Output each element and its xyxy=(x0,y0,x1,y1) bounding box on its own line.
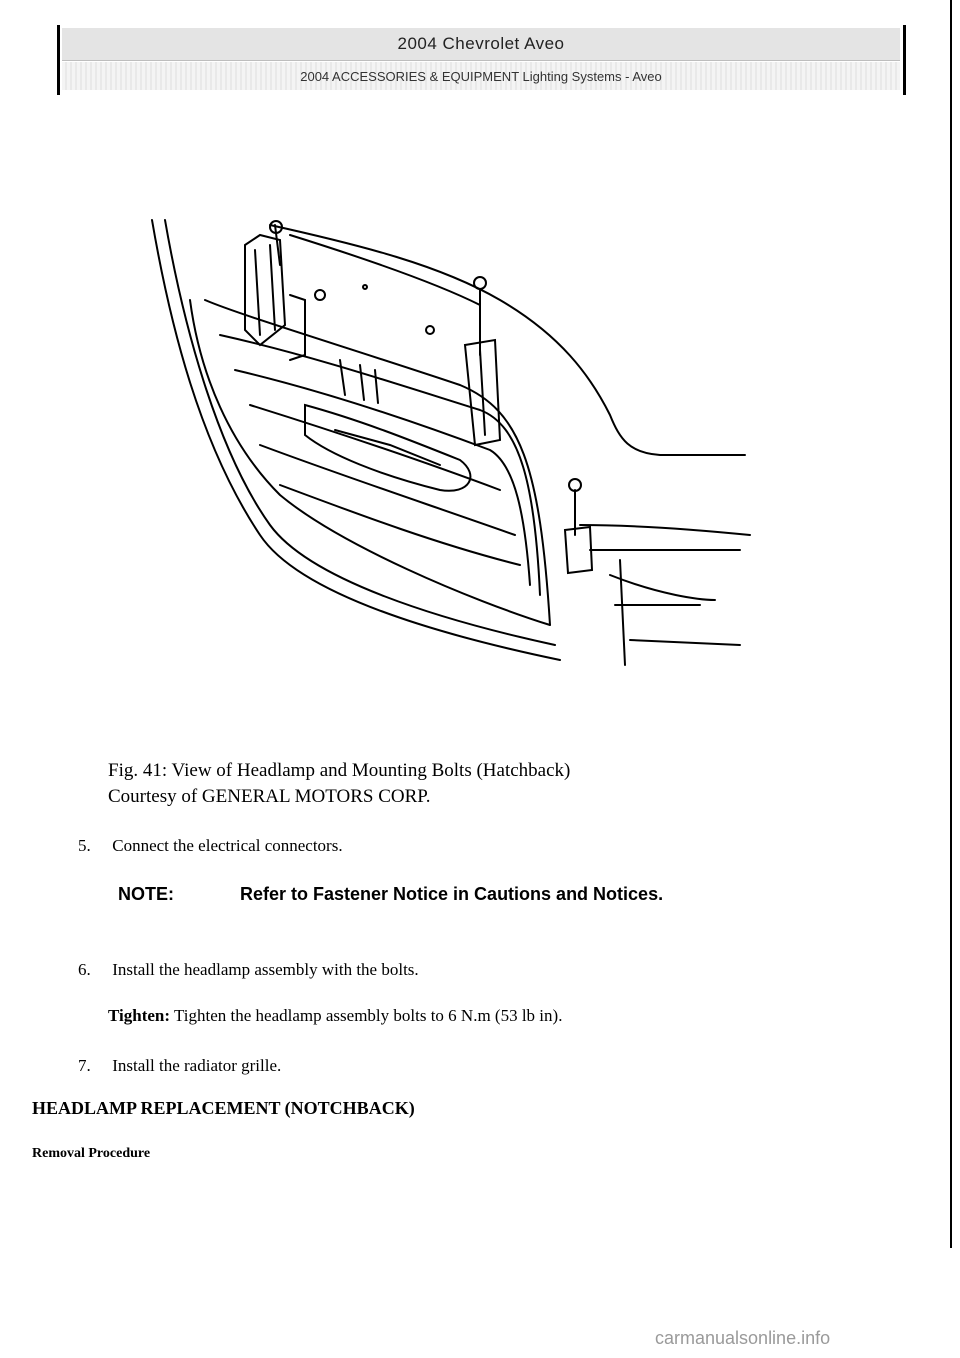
figure-caption-credit: Courtesy of GENERAL MOTORS CORP. xyxy=(108,786,431,807)
document-title: 2004 Chevrolet Aveo xyxy=(397,34,565,53)
note-text: Refer to Fastener Notice in Cautions and Notices. xyxy=(240,884,664,904)
section-heading: HEADLAMP REPLACEMENT (NOTCHBACK) xyxy=(32,1098,415,1118)
procedure-step xyxy=(78,836,343,856)
torque-spec xyxy=(108,1006,562,1026)
note-label: NOTE: xyxy=(118,884,174,904)
page-rule-right xyxy=(950,0,952,1248)
document-subtitle: 2004 ACCESSORIES & EQUIPMENT Lighting Systems - Aveo xyxy=(300,68,662,84)
page-border-left xyxy=(57,25,60,95)
tighten-label: Tighten: xyxy=(108,1006,171,1025)
step-number: 7. xyxy=(78,1056,91,1075)
figure-caption-title: Fig. 41: View of Headlamp and Mounting Bolts (Hatchback) xyxy=(108,760,571,781)
step-text: Install the headlamp assembly with the bolts. xyxy=(112,960,419,979)
procedure-step xyxy=(78,960,419,980)
procedure-subheading: Removal Procedure xyxy=(32,1146,151,1161)
figure-caption xyxy=(108,758,570,810)
tighten-text: Tighten the headlamp assembly bolts to 6 N.m (53 lb in). xyxy=(170,1006,563,1025)
step-text: Install the radiator grille. xyxy=(112,1056,282,1075)
site-watermark: carmanualsonline.info xyxy=(655,1328,831,1348)
step-text: Connect the electrical connectors. xyxy=(112,836,343,855)
page-border-right xyxy=(903,25,906,95)
step-number: 6. xyxy=(78,960,91,979)
procedure-step xyxy=(78,1056,281,1076)
step-number: 5. xyxy=(78,836,91,855)
header-title-bar xyxy=(62,28,900,61)
headlamp-illustration xyxy=(140,205,760,685)
header-subtitle-bar xyxy=(62,62,900,90)
